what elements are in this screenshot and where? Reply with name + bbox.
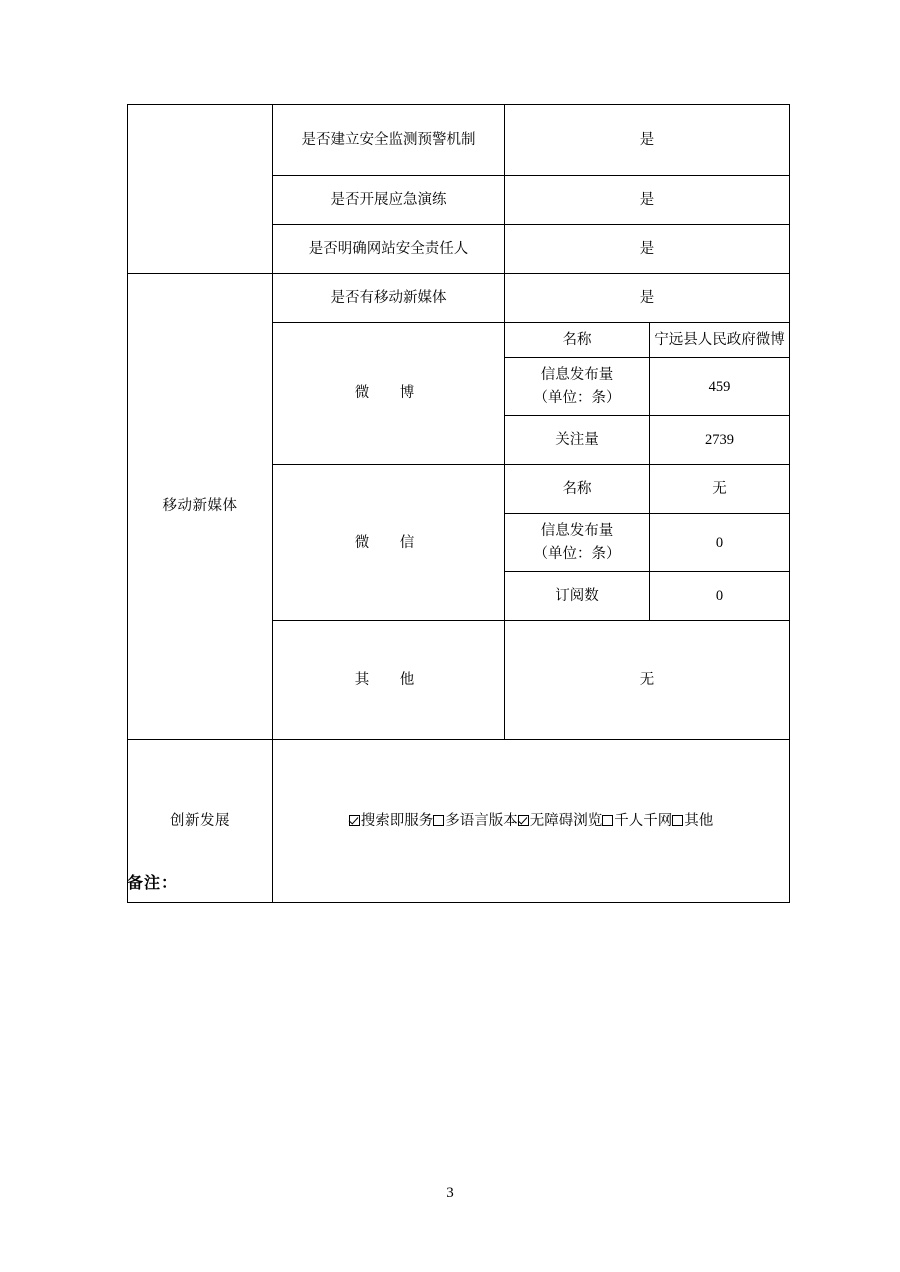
media-section-label: 移动新媒体 (128, 274, 273, 740)
checkbox-empty-icon[interactable] (602, 815, 613, 826)
weibo-item-key-1-line2: （单位：条） (533, 389, 621, 406)
weibo-item-value-2: 2739 (650, 416, 790, 465)
innovation-option-2[interactable] (518, 813, 603, 829)
weibo-label: 微 博 (273, 323, 505, 465)
checkbox-checked-icon[interactable] (518, 815, 529, 826)
weibo-item-key-2: 关注量 (505, 416, 650, 465)
innovation-option-label-3: 千人千网 (614, 813, 673, 830)
weibo-item-value-0: 宁远县人民政府微博 (650, 323, 790, 358)
security-section-label (128, 105, 273, 274)
innovation-option-3[interactable] (602, 813, 672, 829)
security-row-value-2: 是 (505, 225, 790, 274)
table-row (128, 274, 790, 323)
innovation-option-label-1: 多语言版本 (445, 813, 518, 830)
has-media-value: 是 (505, 274, 790, 323)
has-media-label: 是否有移动新媒体 (273, 274, 505, 323)
security-row-value-0: 是 (505, 105, 790, 176)
innovation-option-0[interactable] (349, 813, 434, 829)
weixin-item-key-1 (505, 514, 650, 572)
innovation-options-cell (273, 740, 790, 903)
page-number: 3 (446, 1185, 454, 1201)
checkbox-empty-icon[interactable] (433, 815, 444, 826)
innovation-section-label: 创新发展 (128, 740, 273, 903)
checkbox-empty-icon[interactable] (672, 815, 683, 826)
security-row-value-1: 是 (505, 176, 790, 225)
weixin-item-key-1-line1: 信息发布量 (540, 523, 614, 540)
weixin-item-key-2: 订阅数 (505, 572, 650, 621)
weixin-item-key-1-line2: （单位：条） (533, 545, 621, 562)
weixin-label: 微 信 (273, 465, 505, 621)
security-row-label-0: 是否建立安全监测预警机制 (273, 105, 505, 176)
weixin-item-value-2: 0 (650, 572, 790, 621)
innovation-option-4[interactable] (672, 813, 713, 829)
other-media-value: 无 (505, 621, 790, 740)
innovation-options (277, 810, 785, 832)
table-row (128, 105, 790, 176)
table-row (128, 740, 790, 903)
report-table (127, 104, 790, 903)
weibo-item-value-1: 459 (650, 358, 790, 416)
weixin-item-value-0: 无 (650, 465, 790, 514)
weibo-item-key-1 (505, 358, 650, 416)
security-row-label-1: 是否开展应急演练 (273, 176, 505, 225)
weibo-item-key-1-line1: 信息发布量 (540, 367, 614, 384)
security-row-label-2: 是否明确网站安全责任人 (273, 225, 505, 274)
other-media-label: 其 他 (273, 621, 505, 740)
weixin-item-key-0: 名称 (505, 465, 650, 514)
remark-label: 备注： (127, 875, 179, 892)
innovation-option-label-2: 无障碍浏览 (529, 813, 603, 830)
innovation-option-label-4: 其他 (684, 813, 714, 830)
innovation-option-1[interactable] (433, 813, 518, 829)
checkbox-checked-icon[interactable] (349, 815, 360, 826)
weixin-item-value-1: 0 (650, 514, 790, 572)
innovation-option-label-0: 搜索即服务 (360, 813, 434, 830)
weibo-item-key-0: 名称 (505, 323, 650, 358)
